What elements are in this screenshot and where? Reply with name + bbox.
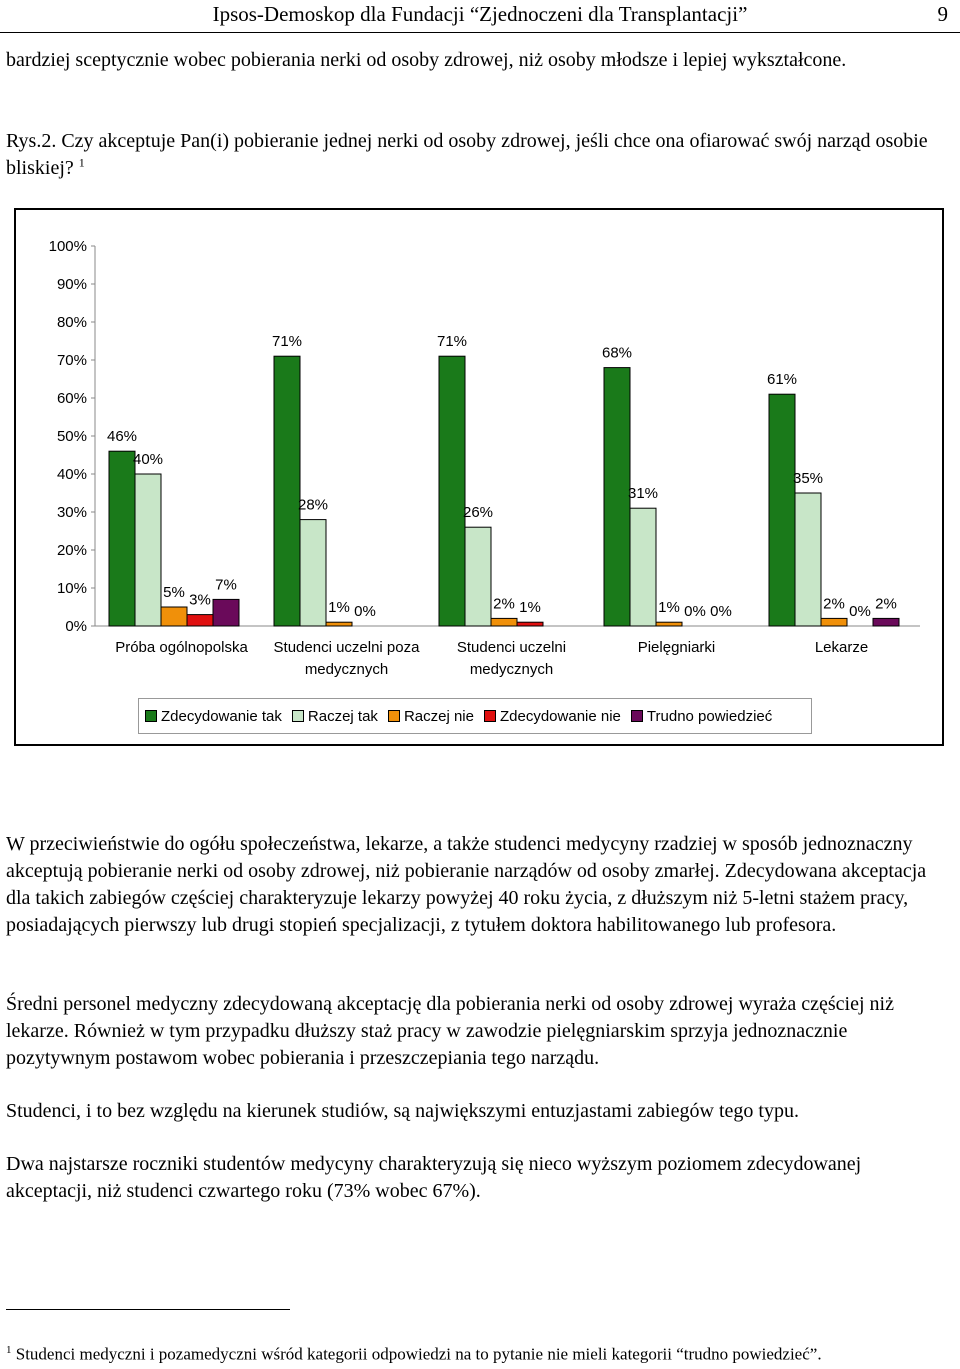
y-tick-label: 40% <box>56 466 87 483</box>
page-number: 9 <box>937 2 948 26</box>
legend-item <box>145 708 282 725</box>
data-label: 31% <box>627 485 659 503</box>
body-paragraph-3: Studenci, i to bez względu na kierunek studiów, są największymi entuzjastami zabiegów tego typu. <box>6 1100 799 1122</box>
data-label: 0% <box>354 603 376 620</box>
y-tick-label: 100% <box>48 238 87 255</box>
data-label: 2% <box>875 595 897 613</box>
category-label: Studenci uczelni <box>456 639 567 656</box>
legend-label: Zdecydowanie tak <box>161 707 282 725</box>
data-label: 7% <box>215 576 237 594</box>
bar <box>274 356 300 626</box>
y-tick-label: 70% <box>56 352 87 369</box>
y-tick-label: 90% <box>56 276 87 293</box>
legend-item <box>292 708 378 725</box>
bar <box>187 615 213 626</box>
category-label: Pielęgniarki <box>637 639 716 656</box>
chart-plot <box>16 210 942 696</box>
figure-caption-text: Rys.2. Czy akceptuje Pan(i) pobieranie jednej nerki od osoby zdrowej, jeśli chce ona ofiarować swój narząd osobie bliskiej? <box>6 130 928 179</box>
bar-chart <box>14 208 944 746</box>
legend-label: Raczej nie <box>403 707 474 725</box>
data-label: 1% <box>328 599 350 617</box>
legend-swatch <box>631 710 643 722</box>
category-label: Studenci uczelni poza <box>273 639 420 656</box>
legend-item <box>388 708 474 725</box>
bar <box>656 622 682 626</box>
chart-legend <box>138 698 812 734</box>
legend-label: Zdecydowanie nie <box>499 707 621 725</box>
data-label: 1% <box>519 599 541 617</box>
y-tick-label: 80% <box>56 314 87 331</box>
legend-swatch <box>145 710 157 722</box>
bar <box>326 622 352 626</box>
data-label: 2% <box>823 595 845 613</box>
bar <box>465 527 491 626</box>
data-label: 5% <box>163 584 185 601</box>
legend-swatch <box>292 710 304 722</box>
data-label: 1% <box>658 599 680 617</box>
y-tick-label: 10% <box>56 580 87 597</box>
bar <box>135 474 161 626</box>
y-tick-label: 30% <box>56 504 87 521</box>
body-paragraph-2: Średni personel medyczny zdecydowaną akceptację dla pobierania nerki od osoby zdrowej wyraża częściej niż lekarze. Również w tym przypadku dłuższy staż pracy w zawodzie pielęgniarskim sprzyja jednoznacznie pozytywnym postawom wobec pobierania i przeszczepiania tego narządu. <box>6 993 894 1069</box>
bar <box>821 618 847 626</box>
data-label: 26% <box>462 504 494 522</box>
y-tick-label: 0% <box>65 618 87 635</box>
intro-paragraph: bardziej sceptycznie wobec pobierania nerki od osoby zdrowej, niż osoby młodsze i lepiej wykształcone. <box>6 49 847 71</box>
legend-label: Trudno powiedzieć <box>646 707 773 725</box>
bar <box>439 356 465 626</box>
footnote-number: 1 <box>6 1344 12 1356</box>
category-label: medycznych <box>469 661 554 678</box>
legend-item <box>484 708 621 725</box>
bar <box>491 618 517 626</box>
data-label: 3% <box>189 591 211 609</box>
data-label: 0% <box>710 603 732 620</box>
data-label: 2% <box>493 595 515 613</box>
y-tick-label: 20% <box>56 542 87 559</box>
category-label: medycznych <box>304 661 389 678</box>
bar <box>109 451 135 626</box>
footnote <box>6 1344 822 1365</box>
body-paragraph-4: Dwa najstarsze roczniki studentów medycyny charakteryzują się nieco wyższym poziomem zdecydowanej akceptacji, niż studenci czwartego roku (73% wobec 67%). <box>6 1153 862 1202</box>
legend-label: Raczej tak <box>307 707 378 725</box>
bar <box>873 618 899 626</box>
bar <box>213 599 239 626</box>
category-label: Lekarze <box>814 639 869 656</box>
data-label: 35% <box>792 470 824 487</box>
bar <box>769 394 795 626</box>
bar <box>517 622 543 626</box>
page-header <box>0 0 960 33</box>
data-label: 0% <box>849 603 871 620</box>
data-label: 71% <box>436 333 468 351</box>
header-title: Ipsos-Demoskop dla Fundacji “Zjednoczeni dla Transplantacji” <box>212 2 748 26</box>
bar <box>300 520 326 626</box>
legend-item <box>631 708 772 725</box>
legend-swatch <box>388 710 400 722</box>
data-label: 71% <box>271 333 303 351</box>
data-label: 40% <box>132 451 164 468</box>
footnote-separator <box>6 1309 290 1310</box>
y-tick-label: 60% <box>56 390 87 407</box>
data-label: 68% <box>601 344 633 362</box>
figure-caption <box>6 128 952 182</box>
footnote-text: Studenci medyczni i pozamedyczni wśród kategorii odpowiedzi na to pytanie nie mieli kategorii “trudno powiedzieć”. <box>15 1344 822 1364</box>
data-label: 61% <box>766 371 798 389</box>
body-paragraph-1: W przeciwieństwie do ogółu społeczeństwa, lekarze, a także studenci medycyny rzadziej w sposób jednoznaczny akceptują pobieranie nerki od osoby zdrowej, niż pobieranie narządów od osoby zmarłej. Zdecydowana akceptacja dla takich zabiegów częściej charakteryzuje lekarzy powyżej 40 roku życia, z dłuższym niż 5-letni stażem pracy, posiadających pierwszy lub drugi stopień specjalizacji, z tytułem doktora habilitowanego lub profesora. <box>6 833 927 936</box>
data-label: 28% <box>297 496 329 514</box>
footnote-ref: 1 <box>78 155 85 170</box>
bar <box>161 607 187 626</box>
y-tick-label: 50% <box>56 428 87 445</box>
data-label: 0% <box>684 603 706 620</box>
bar <box>630 508 656 626</box>
bar <box>604 368 630 626</box>
legend-swatch <box>484 710 496 722</box>
data-label: 46% <box>106 428 138 446</box>
category-label: Próba ogólnopolska <box>115 639 248 656</box>
bar <box>795 493 821 626</box>
